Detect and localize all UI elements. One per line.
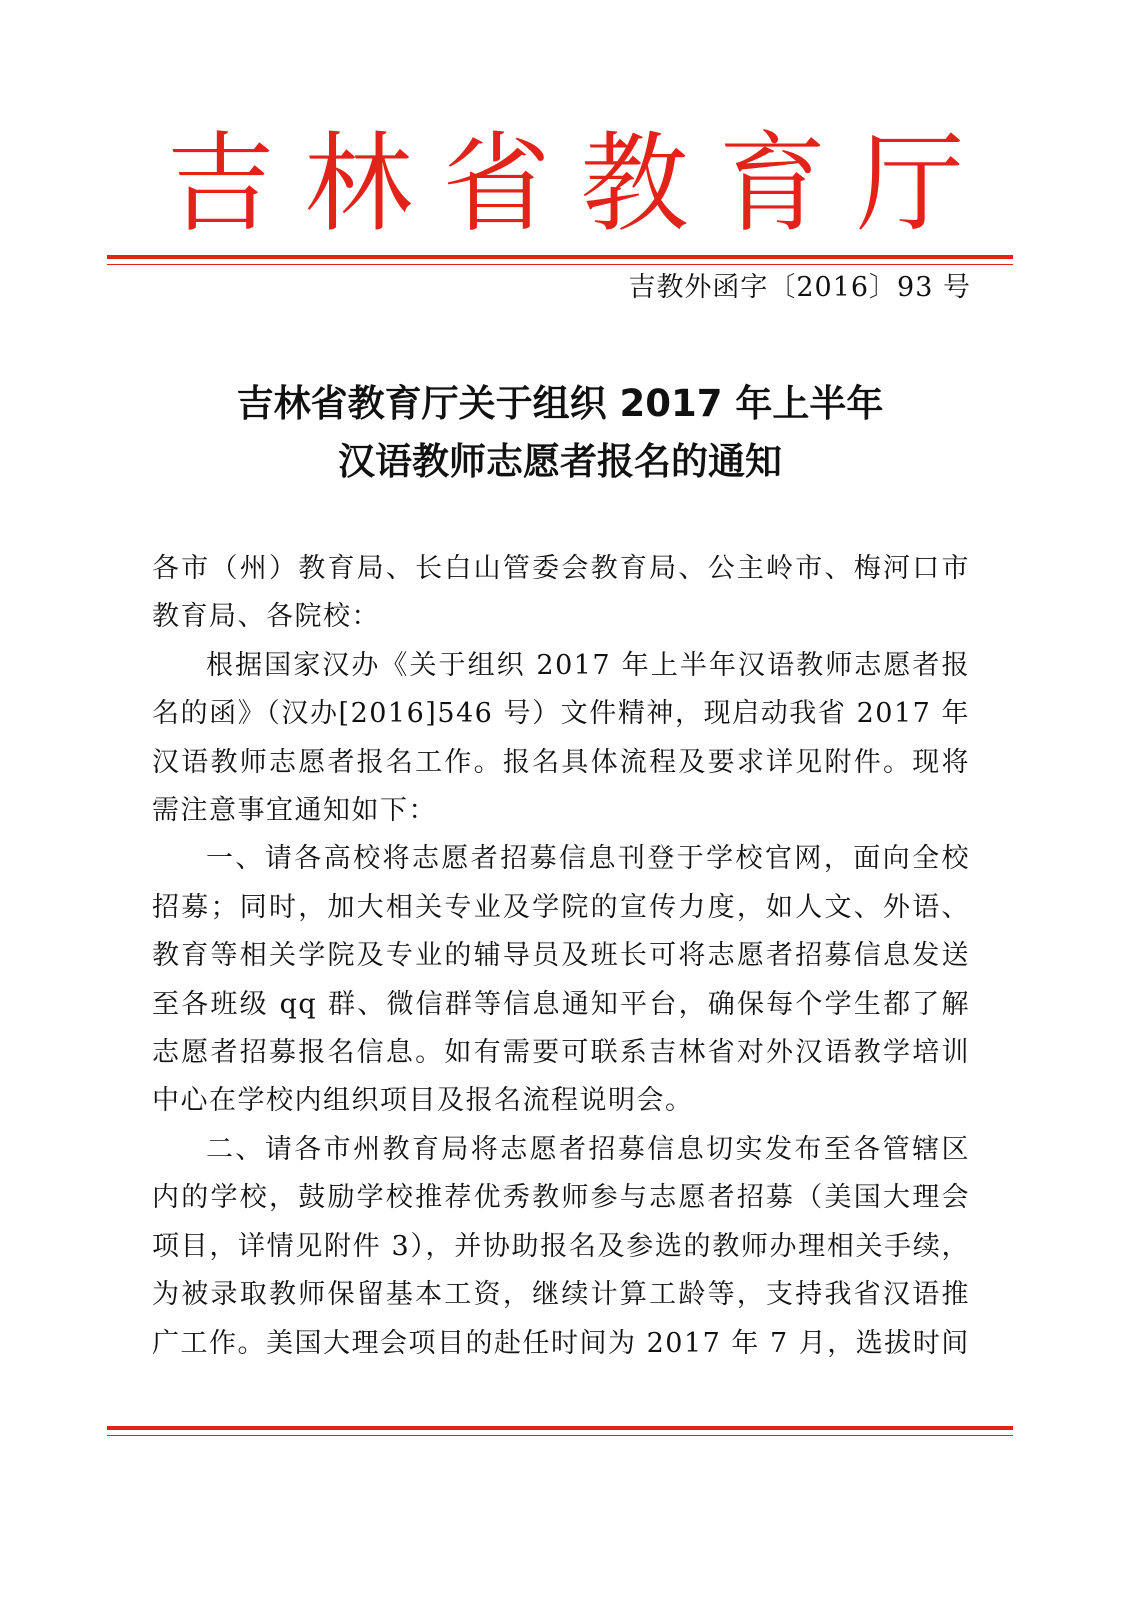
- document-body: [152, 545, 970, 1368]
- document-title: [107, 375, 1013, 491]
- salutation: 各市（州）教育局、长白山管委会教育局、公主岭市、梅河口市教育局、各院校：: [152, 553, 970, 633]
- paragraph-intro: 根据国家汉办《关于组织 2017 年上半年汉语教师志愿者报名的函》（汉办[2016]546 号）文件精神，现启动我省 2017 年汉语教师志愿者报名工作。报名具体流程及要求详见附件。现将需注意事宜通知如下：: [152, 649, 970, 827]
- title-line-1: 吉林省教育厅关于组织 2017 年上半年: [236, 382, 884, 425]
- issuer-name: 吉林省教育厅: [166, 122, 995, 247]
- header-red-rule: [107, 255, 1013, 265]
- paragraph-item-1: 一、请各高校将志愿者招募信息刊登于学校官网，面向全校招募；同时，加大相关专业及学院的宣传力度，如人文、外语、教育等相关学院及专业的辅导员及班长可将志愿者招募信息发送至各班级 qq 群、微信群等信息通知平台，确保每个学生都了解志愿者招募报名信息。如有需要可联系吉林省对外汉语教学培训中心在学校内组织项目及报名流程说明会。: [152, 843, 970, 1117]
- title-line-2: 汉语教师志愿者报名的通知: [338, 440, 782, 483]
- masthead: [0, 110, 1131, 260]
- footer-red-rule: [107, 1426, 1013, 1436]
- document-number: 吉教外函字〔2016〕93 号: [628, 272, 971, 303]
- paragraph-item-2: 二、请各市州教育局将志愿者招募信息切实发布至各管辖区内的学校，鼓励学校推荐优秀教师参与志愿者招募（美国大理会项目，详情见附件 3），并协助报名及参选的教师办理相关手续，为被录取教师保留基本工资，继续计算工龄等，支持我省汉语推广工作。美国大理会项目的赴任时间为 2017 年 7 月，选拔时间: [152, 1133, 970, 1359]
